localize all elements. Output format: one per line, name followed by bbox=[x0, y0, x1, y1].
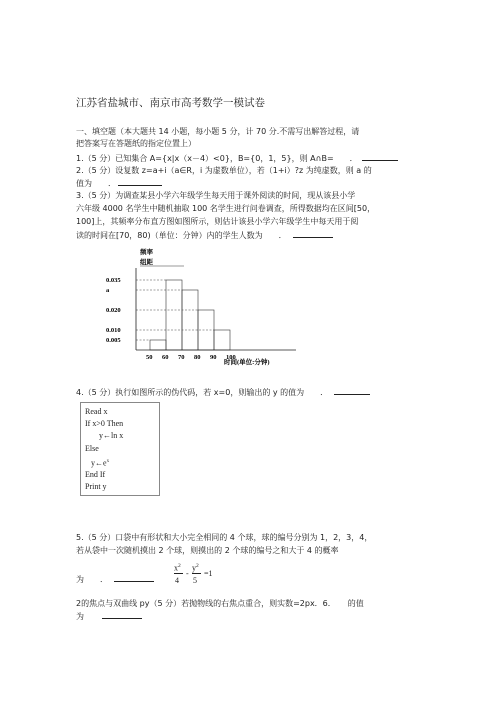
question-3-line-2: 六年级 4000 名学生中随机抽取 100 名学生进行问卷调查，所得数据均在区间[50， bbox=[76, 204, 376, 213]
hyperbola-equation bbox=[174, 560, 244, 590]
question-1-text: 1.（5 分）已知集合 A={x|x（x－4）<0}，B={0，1，5}，则 A∩B= ． bbox=[76, 154, 358, 163]
y-tick-label: 0.005 bbox=[106, 337, 121, 344]
x-tick-label: 70 bbox=[178, 354, 185, 361]
section-heading-2: 把答案写在答题纸的指定位置上） bbox=[76, 139, 196, 148]
equals-one: =1 bbox=[204, 569, 213, 578]
question-5-line-2: 若从袋中一次随机摸出 2 个球，则摸出的 2 个球的编号之和大于 4 的概率 bbox=[76, 546, 339, 555]
histogram-bar bbox=[166, 280, 182, 350]
frac-2-num-sup: 2 bbox=[196, 563, 199, 569]
question-3-text: 读的时间在[70，80)（单位：分钟）内的学生人数为 ． bbox=[76, 231, 287, 240]
x-tick-label: 60 bbox=[162, 354, 169, 361]
answer-blank-4 bbox=[334, 386, 370, 395]
x-tick-label: 50 bbox=[146, 354, 153, 361]
code-line-3: y←ln x bbox=[99, 431, 124, 440]
y-axis-label-bottom: 组距 bbox=[140, 259, 153, 266]
code-line-5-text: y←e bbox=[91, 458, 107, 468]
question-6-line-1: 2的焦点与双曲线 py（5 分）若抛物线的右焦点重合，则实数=2px．6． 的值 bbox=[76, 599, 364, 608]
question-3-line-3: 100]上，其频率分布直方图如图所示，则估计该县小学六年级学生中每天用于阅 bbox=[76, 217, 359, 226]
page-title: 江苏省盐城市、南京市高考数学一模试卷 bbox=[76, 97, 265, 109]
histogram-bar bbox=[182, 290, 198, 350]
histogram-svg bbox=[104, 246, 304, 366]
answer-blank-3 bbox=[293, 229, 333, 238]
code-line-5 bbox=[91, 456, 109, 469]
question-3-line-4 bbox=[76, 229, 333, 243]
y-tick-label: 0.020 bbox=[106, 307, 121, 314]
answer-blank-2 bbox=[118, 177, 162, 186]
frac-1-num-sup: 2 bbox=[178, 563, 181, 569]
question-2-text: 值为 ． bbox=[76, 179, 116, 188]
histogram-chart bbox=[104, 246, 304, 366]
question-3-line-1: 3.（5 分）为调查某县小学六年级学生每天用于课外阅读的时间，现从该县小学 bbox=[76, 191, 356, 200]
y-tick-label: 0.035 bbox=[106, 277, 121, 284]
pseudocode-box bbox=[80, 402, 160, 496]
question-4-text: 4.（5 分）执行如图所示的伪代码，若 x=0，则输出的 y 的值为 ． bbox=[76, 388, 329, 397]
y-tick-label: 0.010 bbox=[106, 327, 121, 334]
code-line-7: Print y bbox=[85, 482, 107, 491]
minus-sign: - bbox=[186, 569, 189, 578]
question-6-line-2 bbox=[76, 610, 142, 624]
x-axis-label: 时间(单位:分钟) bbox=[224, 359, 270, 366]
question-5-line-1: 5.（5 分）口袋中有形状和大小完全相同的 4 个球，球的编号分别为 1，2，3，4， bbox=[76, 533, 373, 542]
answer-blank-6 bbox=[102, 610, 142, 619]
code-line-4: Else bbox=[85, 444, 99, 453]
section-heading-1: 一、填空题（本大题共 14 小题，每小题 5 分，计 70 分.不需写出解答过程，请 bbox=[76, 127, 360, 136]
frac-1-denominator: 4 bbox=[175, 576, 179, 585]
y-axis-label-top: 频率 bbox=[140, 249, 153, 256]
x-tick-label: 80 bbox=[194, 354, 201, 361]
y-tick-label: a bbox=[106, 287, 110, 294]
question-4 bbox=[76, 386, 370, 400]
question-1 bbox=[76, 152, 398, 166]
frac-1-num-text: x bbox=[174, 563, 178, 573]
frac-1-bar bbox=[174, 573, 183, 574]
code-line-6: End If bbox=[85, 470, 106, 479]
answer-blank-1 bbox=[362, 152, 398, 161]
question-5-line-3 bbox=[76, 573, 154, 587]
frac-2-denominator: 5 bbox=[193, 576, 197, 585]
code-line-2: If x>0 Then bbox=[85, 419, 124, 428]
x-tick-label: 90 bbox=[210, 354, 217, 361]
histogram-bar bbox=[214, 330, 230, 350]
code-line-1: Read x bbox=[85, 407, 108, 416]
code-line-5-sup: x bbox=[106, 459, 110, 464]
x-tick-label: 100 bbox=[226, 354, 236, 361]
answer-blank-5 bbox=[114, 573, 154, 582]
question-6-text: 为 bbox=[76, 612, 84, 621]
histogram-bar bbox=[150, 340, 166, 350]
question-2-line-1: 2.（5 分）设复数 z=a+i（a∈R，i 为虚数单位），若（1+i）?z 为纯虚数，则 a 的 bbox=[76, 166, 372, 175]
frac-2-num-text: y bbox=[192, 563, 196, 573]
question-2-line-2 bbox=[76, 177, 162, 191]
question-5-text: 为 ． bbox=[76, 575, 108, 584]
frac-2-bar bbox=[192, 573, 201, 574]
